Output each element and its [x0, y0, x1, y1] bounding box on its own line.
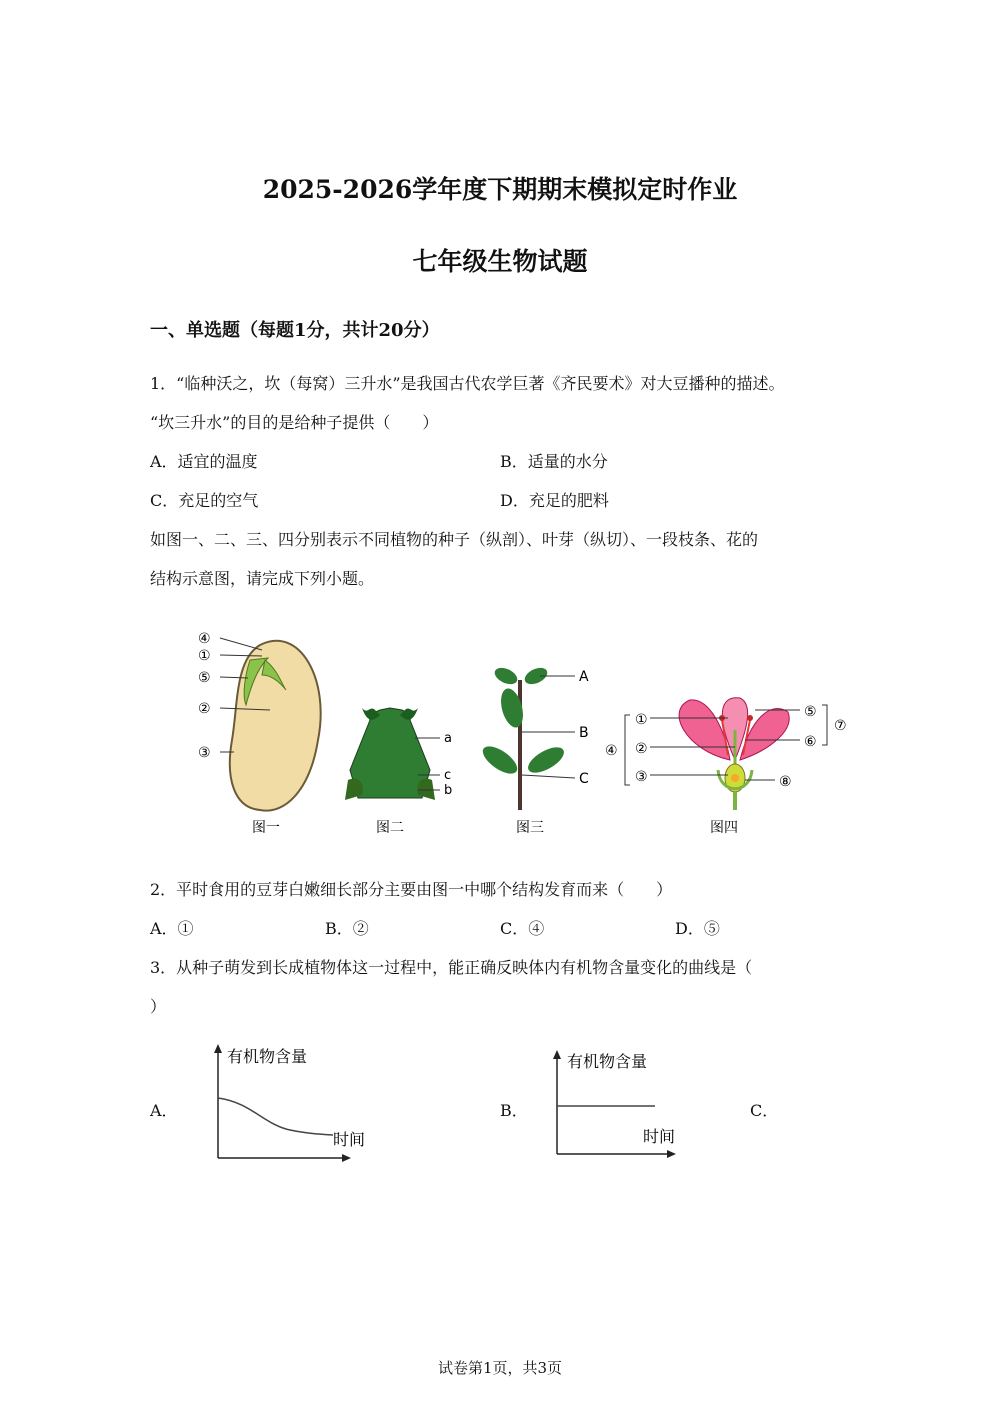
fig2-label-a: a — [444, 731, 452, 746]
page-footer: 试卷第1页，共3页 — [437, 1359, 563, 1377]
fig4-label-3: ③ — [635, 769, 648, 785]
q3-option-a: A． — [150, 1101, 178, 1120]
fig4-label-6: ⑥ — [804, 734, 817, 750]
q3-option-c: C． — [750, 1101, 779, 1120]
figure2-bud — [345, 708, 452, 800]
q2-stem: 2．平时食用的豆芽白嫩细长部分主要由图一中哪个结构发育而来（ ） — [150, 880, 673, 899]
fig1-label-1: ① — [198, 648, 211, 664]
q2-option-c: C．④ — [500, 919, 545, 938]
q1-option-a: A．适宜的温度 — [150, 452, 258, 471]
q1-stem-line2: “坎三升水”的目的是给种子提供（ ） — [150, 413, 439, 432]
fig1-label-2: ② — [198, 701, 211, 717]
fig1-label-3: ③ — [198, 745, 211, 761]
figure1-seed — [198, 631, 321, 811]
figure1-caption: 图一 — [252, 820, 280, 836]
fig3-label-b: B — [579, 725, 589, 741]
exam-subtitle: 七年级生物试题 — [412, 247, 588, 276]
q2-option-b: B．② — [325, 919, 369, 938]
q3-stem-line2: ） — [150, 997, 167, 1016]
fig3-label-a: A — [579, 669, 589, 685]
fig4-label-4: ④ — [605, 743, 618, 759]
figure3-twig — [478, 665, 589, 810]
q3-graph-b — [545, 1044, 705, 1169]
fig4-label-1: ① — [635, 712, 648, 728]
q1-option-b: B．适量的水分 — [500, 452, 608, 471]
q3-graph-a — [205, 1040, 365, 1170]
q2-option-d: D．⑤ — [675, 919, 720, 938]
q1-option-c: C．充足的空气 — [150, 491, 259, 510]
plant-figures — [190, 620, 860, 845]
fig4-label-8: ⑧ — [779, 774, 792, 790]
graph-b-xlabel: 时间 — [643, 1127, 676, 1146]
fig2-label-b: b — [444, 783, 453, 798]
fig1-label-5: ⑤ — [198, 670, 211, 686]
graph-b-ylabel: 有机物含量 — [567, 1052, 648, 1071]
q3-stem-line1: 3．从种子萌发到长成植物体这一过程中，能正确反映体内有机物含量变化的曲线是（ — [150, 958, 753, 977]
fig4-label-7: ⑦ — [834, 718, 847, 734]
figure3-caption: 图三 — [516, 820, 544, 836]
figure4-caption: 图四 — [710, 820, 738, 836]
section-heading: 一、单选题（每题1分，共计20分） — [150, 320, 440, 341]
intro-line2: 结构示意图，请完成下列小题。 — [150, 569, 375, 588]
q1-option-d: D．充足的肥料 — [500, 491, 609, 510]
intro-line1: 如图一、二、三、四分别表示不同植物的种子（纵剖）、叶芽（纵切）、一段枝条、花的 — [150, 530, 759, 549]
graph-a-ylabel: 有机物含量 — [227, 1047, 308, 1066]
fig3-label-c: C — [579, 771, 589, 787]
figure4-flower — [605, 698, 847, 810]
q2-option-a: A．① — [150, 919, 194, 938]
fig1-label-4: ④ — [198, 631, 211, 647]
fig4-label-5: ⑤ — [804, 704, 817, 720]
figure2-caption: 图二 — [376, 820, 404, 836]
fig2-label-c: c — [444, 768, 452, 783]
exam-title: 2025-2026学年度下期期末模拟定时作业 — [262, 175, 738, 204]
fig4-label-2: ② — [635, 741, 648, 757]
q1-stem-line1: 1．“临种沃之，坎（每窝）三升水”是我国古代农学巨著《齐民要术》对大豆播种的描述。 — [150, 374, 785, 393]
graph-a-xlabel: 时间 — [333, 1130, 365, 1149]
q3-option-b: B． — [500, 1101, 528, 1120]
